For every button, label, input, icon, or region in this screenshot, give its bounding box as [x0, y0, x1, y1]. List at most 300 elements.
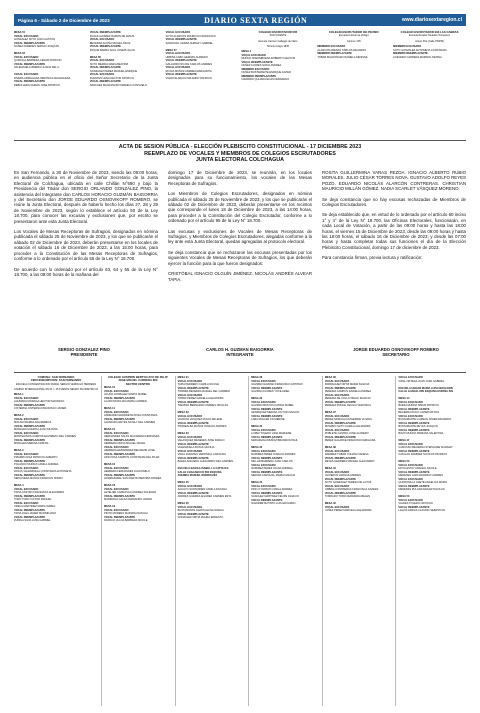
role-label: VOCAL EXCUSADO: [251, 428, 276, 432]
person-name: PINO OYARZUN CAMILA ANDREA: [251, 488, 293, 491]
mesa-heading: MESA 37: [324, 411, 336, 414]
role-label: VOCAL EXCUSADO: [14, 417, 39, 421]
role-label: VOCAL EXCUSADO: [324, 505, 350, 509]
person-name: CISTERNA CISTERNA FRANCISCO JAVIER: [14, 407, 67, 411]
column-heading: JOSE MIGUEL CARRERA 860: [118, 378, 158, 383]
mesa-heading: MESA 3: [14, 449, 24, 453]
person-name: PIZARRO DIAZ PATRICIO ALBERTO: [14, 456, 58, 460]
acta-paragraph: Los Miembros de Colegios Escrutadores, designados en nómina publicada el sábado 25 de Noviembre de 2023, y los que se publicarán el sábado 02 de Diciembre de 2023, deberán presentarse en los recintos que corresponde el lunes 18 de Diciembre de 2023, a las 14:00 horas, para proceder a la Constitución del Colegio Escrutador, conforme a lo ordenado por el artículo 95 de la Ley N° 18.700.: [168, 191, 312, 224]
person-name: LOPEZ TOLEDO LIDIA MARLENE: [251, 432, 292, 435]
mesa-heading: MESA 19: [104, 505, 116, 509]
page-date: Página 6 - Sábado 2 de Diciembre de 2023: [18, 17, 110, 23]
role-label: VOCAL EXCUSADO: [104, 487, 129, 491]
role-label: VOCAL EXCUSADO: [324, 379, 350, 383]
person-name: BUSTAMANTE REYES JOAQUIN: [398, 425, 438, 428]
person-name: MORALES HUERTA LILIAN SILVANA: [14, 428, 58, 432]
list-column: [14, 376, 98, 706]
person-name: CATALAN RAMIREZ NICOLAS PATRICIO: [398, 453, 448, 456]
acta-column-2: [168, 170, 312, 330]
role-label: VOCAL EXCUSADO: [89, 38, 115, 41]
role-label: MIEMBRO REEMPLAZANTE: [393, 52, 428, 55]
role-label: VOCAL REEMPLAZANTE: [398, 428, 430, 432]
list-column: [317, 31, 390, 137]
role-label: VOCAL REEMPLAZANTE: [324, 435, 356, 439]
column-heading: SECTOR CENTRO: [125, 381, 150, 386]
role-label: VOCAL EXCUSADO: [104, 389, 129, 393]
mesa-heading: MESA 1: [241, 50, 252, 54]
person-name: VALDIVIA VASQUEZ ROCIO ARLENE: [177, 418, 223, 421]
person-name: FRANCO ULLOA BARBARA NICOLE: [104, 519, 148, 523]
role-label: VOCAL REEMPLAZANTE: [14, 508, 46, 512]
person-name: NUÑEZ BUSTAMANTE ENRIQUE JAVIER: [241, 71, 291, 75]
role-label: VOCAL EXCUSADO: [251, 484, 276, 488]
person-name: ROJAS ALVAREZ RAMON DE JESUS: [89, 34, 135, 38]
role-label: VOCAL EXCUSADO: [324, 470, 350, 474]
mesa-heading: MESA 47: [398, 439, 410, 442]
role-label: VOCAL REEMPLAZANTE: [89, 66, 121, 69]
column-heading: COLEGIO ESCRUTADOR 093 LAS CABRAS: [400, 30, 459, 34]
mesa-heading: MESA 4: [14, 484, 24, 488]
person-name: POBLETE CASTRO JOSE ALFREDO: [324, 432, 369, 435]
role-label: VOCAL REEMPLAZANTE: [177, 491, 209, 495]
person-name: RIVERA ARRIAGADA VERONICA MAGDALENA: [14, 76, 71, 80]
role-label: VOCAL EXCUSADO: [165, 66, 191, 69]
mesa-heading: MESA 50: [398, 460, 410, 463]
role-label: VOCAL EXCUSADO: [324, 449, 350, 453]
role-label: VOCAL EXCUSADO: [165, 31, 191, 34]
column-heading: COLEGIO ESCRUTADOR 065: [258, 30, 298, 34]
person-name: TREVINO BERNARDO ANDRES NICOLAS: [177, 404, 229, 407]
role-label: VOCAL REEMPLAZANTE: [104, 417, 136, 421]
person-name: VALDIVIA ARAYA ORLANDO PATRICIO: [165, 76, 212, 80]
person-name: URBINA CONTRERAS FRANCISCA JAVIERA: [324, 488, 379, 491]
mesa-heading: ESCUELA HOGAR MARIA LUISA BOUCHON: [398, 386, 453, 390]
person-name: TOBAR PEREZ DANIELA ALEJANDRA: [177, 397, 224, 400]
role-label: VOCAL REEMPLAZANTE: [324, 386, 356, 390]
list-column: [241, 31, 314, 137]
role-label: VOCAL EXCUSADO: [177, 393, 203, 397]
list-column: [90, 31, 163, 137]
role-label: VOCAL REEMPLAZANTE: [251, 470, 283, 474]
role-label: VOCAL REEMPLAZANTE: [324, 456, 356, 460]
person-name: CAMUSSO BECERRA STEPHANIE SCARLET: [398, 446, 453, 449]
person-name: PEREZ MORAGA KATHERINE VIVIANA: [324, 418, 372, 421]
person-name: HERNANDEZ SALAS MACARENA FERNANDA: [104, 435, 160, 439]
acta-paragraph: Para constancia firman, previa lectura y ratificación:: [322, 255, 423, 261]
role-label: VOCAL REEMPLAZANTE: [398, 470, 430, 474]
mesa-heading: MESA 38: [324, 446, 336, 449]
person-name: BECERRA ROCO JAVIER MATIAS: [398, 411, 440, 414]
role-label: VOCAL REEMPLAZANTE: [14, 41, 46, 45]
role-label: VOCAL REEMPLAZANTE: [177, 456, 209, 460]
role-label: VOCAL REEMPLAZANTE: [251, 414, 283, 418]
person-name: QUINTANILLA GAETE ANGELICA MARIA: [398, 481, 448, 484]
column-subheading: Escuela Carmen Gallegos de Nieto: [258, 39, 298, 43]
person-name: HERRERA ARAYA MIGUEL ANGEL: [104, 442, 146, 446]
signature-president: SERGIO GONZALEZ PINO PRESIDENTE: [58, 347, 110, 357]
role-label: VOCAL EXCUSADO: [89, 73, 115, 76]
role-label: VOCAL REEMPLAZANTE: [177, 400, 209, 404]
person-name: PEREIRA DE COLLO DIEGO IGNACIO: [324, 397, 371, 400]
role-label: VOCAL EXCUSADO: [14, 396, 39, 400]
acta-paragraph: ROSITA GUILLERMINA VARAS PEZOA. IGNACIO ALBERTO RUBIO MORALES. JULIO CÉSAR TORRES NOVA. GUSTAVO ADOLFO REYES POZO. EDUARDO NICOLÁS ALARCÓN CONTRERAS. CHRISTIAN MAURICIO MILLÁN GÓMEZ. NADIA SCARLET VÁSQUEZ MORENO.: [322, 170, 466, 192]
person-name: ALVARADO REYES NATALY DEL CARMEN: [104, 421, 156, 425]
person-name: ANDRADE NAVARRETE ROSA CONSTANZA: [104, 414, 158, 418]
mesa-heading: MESA 53: [14, 52, 26, 55]
person-name: ALARCON ROJAS MARIA CARMEN: [104, 400, 147, 404]
acta-body: [14, 170, 466, 330]
role-label: VOCAL EXCUSADO: [324, 393, 350, 397]
website-link[interactable]: www.diariosextaregion.cl: [401, 17, 462, 23]
person-name: TAPIA OLEA JAVIER MAXIMILIANO: [14, 512, 56, 516]
role-label: VOCAL REEMPLAZANTE: [14, 459, 46, 463]
role-label: VOCAL REEMPLAZANTE: [251, 456, 283, 460]
person-name: LAGOS FARIAS CLAUDIO SEBASTIAN: [398, 509, 445, 512]
role-label: VOCAL REEMPLAZANTE: [324, 421, 356, 425]
role-label: VOCAL EXCUSADO: [104, 410, 129, 414]
list-column: [395, 376, 466, 706]
role-label: VOCAL EXCUSADO: [89, 59, 115, 62]
column-subheading: Escuela Antonio de Zúñiga: [338, 34, 369, 38]
person-name: MADARIAGA MUÑOZ BRANDON PAUL: [251, 439, 298, 442]
role-label: VOCAL EXCUSADO: [14, 73, 39, 76]
person-name: RAMIREZ TOBAR YOHANA VANESA: [324, 453, 369, 456]
role-label: VOCAL REEMPLAZANTE: [251, 498, 283, 502]
role-label: VOCAL EXCUSADO: [398, 400, 423, 404]
column-subheading: Escuela Rurales Hedelvio Tomasovic: [409, 34, 451, 38]
mesa-heading: MESA 53: [398, 495, 410, 498]
role-label: VOCAL EXCUSADO: [398, 477, 423, 481]
person-name: HERRERA HERNANDEZ BENJAMIN JOSE: [104, 449, 155, 453]
page-header: [14, 14, 466, 26]
person-name: LETELIER CARRASCO ANDREA SOLEDAD: [104, 491, 157, 495]
person-name: MOYA ESTAY ARACELI NICOLE: [398, 467, 437, 470]
mesa-heading: MESA 56: [89, 55, 101, 59]
mesa-heading: MESA 2: [14, 414, 24, 418]
role-label: VOCAL EXCUSADO: [398, 498, 423, 502]
person-name: REYES HERRERA MANUEL ALEJANDRO: [324, 460, 375, 463]
role-label: VOCAL REEMPLAZANTE: [89, 80, 121, 83]
person-name: PEREIRA PONCE CECILIA VERONICA: [324, 404, 371, 407]
mesa-heading: MESA 51: [14, 31, 26, 34]
person-name: PARRAGUEZ ORTIZ MARIA IGNACIA: [324, 383, 370, 386]
role-label: MIEMBRO REEMPLAZANTE: [317, 52, 352, 55]
mesa-heading: MESA 40: [324, 467, 336, 470]
role-label: VOCAL EXCUSADO: [241, 53, 266, 57]
role-label: VOCAL EXCUSADO: [104, 431, 129, 435]
role-label: VOCAL REEMPLAZANTE: [14, 438, 46, 442]
bottom-lists: [14, 376, 466, 706]
role-label: VOCAL REEMPLAZANTE: [14, 494, 46, 498]
acta-paragraph: CRISTÓBAL IGNACIO OLGUÍN JIMÉNEZ. NICOLÁS ANDRÉS ALVEAR TAPIA.: [168, 271, 312, 282]
person-name: TAPIA PEDRERO CAMILA NICOLE: [177, 383, 219, 386]
mesa-heading: MESA 36: [324, 376, 336, 379]
person-name: MORALES MEDINA CRISTAL: [14, 442, 49, 446]
role-label: VOCAL EXCUSADO: [14, 487, 39, 491]
divider: [14, 140, 466, 141]
role-label: VOCAL EXCUSADO: [177, 435, 203, 439]
person-name: MEDINA CARVAJAL MARIA IGNACIA: [251, 474, 296, 477]
person-name: QUIROGA BARRERA CESAR PATRICIO: [14, 59, 62, 62]
column-subheading: Arturo Prat (Calle PSIPM): [415, 39, 444, 43]
role-label: VOCAL REEMPLAZANTE: [324, 400, 356, 404]
role-label: VOCAL REEMPLAZANTE: [177, 421, 209, 425]
role-label: VOCAL EXCUSADO: [177, 379, 203, 383]
role-label: VOCAL REEMPLAZANTE: [398, 484, 430, 488]
column-subheading: SAN VICENTE: [269, 34, 287, 38]
column-heading: COLEGIO GUSPEPE BERTOLUCCI DE FELIP: [108, 375, 168, 379]
person-name: TORO TORO VICTOR MANUEL: [14, 498, 52, 502]
person-name: VALDES TOLEDO CRISTIAN: [398, 502, 433, 505]
role-label: VOCAL REEMPLAZANTE: [14, 473, 46, 477]
person-name: POLANCO MUÑOZ CAMILA ANDREA: [14, 463, 59, 467]
role-label: VOCAL REEMPLAZANTE: [165, 59, 197, 62]
person-name: HINOJOSA CAMPOS CONSTANZA DEL PILAR: [104, 456, 160, 460]
list-column: [101, 376, 172, 706]
person-name: GONZALEZ PEREZ MANUEL ENRIQUE: [89, 69, 138, 73]
person-name: REBOLLEDO FARIAS JOSE PATRICIO: [14, 83, 60, 87]
column-heading: COLEGIO ESCRUTADOR 091 PEUMO: [328, 30, 379, 34]
person-name: VIDAL FUENTES VERONICA CAROLINA: [177, 453, 226, 456]
role-label: VOCAL EXCUSADO: [251, 379, 276, 383]
role-label: VOCAL REEMPLAZANTE: [14, 515, 46, 519]
person-name: HORMAZABAL SAN MARTIN BEATRIZ ANDREA: [104, 477, 162, 481]
role-label: VOCAL EXCUSADO: [165, 52, 191, 55]
person-name: PEREIRA CAMPOS DANIELA ANDREA: [324, 390, 372, 393]
role-label: VOCAL EXCUSADO: [104, 466, 129, 470]
person-name: VALENZUELA IBARRA LILIANA DEL C.: [14, 66, 60, 69]
mesa-heading: MESA 26: [177, 502, 189, 505]
person-name: MENESES LARA RODRIGO ANDRES: [398, 474, 443, 477]
mesa-heading: MESA 15: [104, 428, 116, 432]
role-label: MIEMBRO REEMPLAZANTE: [241, 74, 277, 78]
person-name: GALLARDO ROJAS CARLOS ANDRES: [165, 62, 212, 66]
acta-paragraph: Se deja establecido que, en virtud de lo ordenado por el artículo 60 inciso 1° y 4° de la Ley N° 18.700, las Oficinas Electorales, funcionarán, en cada Local de Votación, a partir de las 09:00 horas y hasta las 18:00 horas, el viernes 15 de Diciembre de 2023, desde las 09:00 horas y hasta las 18:00 horas, el sábado 16 de Diciembre de 2023, y desde las 07:00 horas y hasta completar todas sus funciones el día de la Elección Plebiscito Constitucional, domingo 17 de diciembre de 2023.: [322, 212, 466, 250]
role-label: VOCAL REEMPLAZANTE: [104, 494, 136, 498]
mesa-heading: MESA 1: [14, 393, 24, 397]
mesa-heading: MESA 10: [104, 386, 116, 390]
role-label: VOCAL REEMPLAZANTE: [241, 60, 273, 64]
person-name: GUZMAN GUZMAN FRANCISCO ANTONIO: [251, 383, 303, 386]
role-label: VOCAL REEMPLAZANTE: [104, 515, 136, 519]
person-name: SANDOVAL CERDA SHIRLEY GABRIEL: [165, 41, 213, 45]
role-label: VOCAL EXCUSADO: [398, 376, 423, 379]
role-label: VOCAL REEMPLAZANTE: [251, 435, 283, 439]
role-label: VOCAL EXCUSADO: [324, 484, 350, 488]
person-name: TORRADO TORO FERNANDA BELEN: [324, 495, 370, 498]
role-label: VOCAL REEMPLAZANTE: [251, 491, 283, 495]
signature-member: CARLOS H. GUZMAN BAIGORRIA INTEGRANTE: [206, 347, 274, 357]
person-name: VELASQUEZ MENESES JOSE DANILO: [177, 439, 225, 442]
person-name: SEPULVEDA MUÑOZ FRANKLIN ISIDRO: [14, 477, 63, 481]
person-name: BUSTAMANTE GUZMAN JAVIER EDUARDO: [398, 418, 452, 421]
person-name: BUSTAMANTE GARCIA ELISA NOELIA: [177, 509, 224, 512]
person-name: ALARCON ARENAS CARLOS EDUARDO: [317, 48, 367, 52]
person-name: TAPIA CASTRO FRANCISCA ALEJANDRA: [14, 491, 65, 495]
person-name: BAEZA MUÑOZ SIMON PATRICIO: [398, 404, 439, 407]
role-label: VOCAL REEMPLAZANTE: [177, 512, 209, 516]
person-name: BAEZA ACEVEDO ALEJANDRO DEL CARMEN: [177, 460, 234, 463]
role-label: VOCAL REEMPLAZANTE: [398, 407, 430, 411]
mesa-heading: CALLE GUADALUPE ESQUINA ESPAÑA S/N: [398, 390, 453, 393]
person-name: GUZMAN BUSTOS KARINA ISABEL: [251, 404, 294, 407]
role-label: VOCAL REEMPLAZANTE: [14, 403, 46, 407]
person-name: MILLAR BARRERA JUAN CARLOS: [251, 460, 293, 463]
person-name: HENRIQUEZ MEDINA VICTOR IGNACIO: [251, 411, 300, 414]
acta-paragraph: De acuerdo con lo ordenado por el artículo 63, 64 y 65 de la Ley N° 18.700, a las 08:00 horas de la mañana del: [14, 266, 158, 277]
role-label: VOCAL REEMPLAZANTE: [14, 62, 46, 66]
role-label: VOCAL REEMPLAZANTE: [251, 407, 283, 411]
role-label: VOCAL EXCUSADO: [14, 431, 39, 435]
person-name: MOLINA IBARRA ANA REBECA: [14, 421, 52, 425]
person-name: SANCHEZ MARTINEZ FELIPE IGNACIO: [251, 495, 299, 498]
column-subheading: CAMINO INTERNACIONAL RUTA I - 45 PUENTE NEGRO KILOMETRO 16: [14, 388, 99, 392]
role-label: VOCAL EXCUSADO: [14, 452, 39, 456]
role-label: VOCAL EXCUSADO: [104, 508, 129, 512]
person-name: ACUÑA GONZALEZ MARTA ISABEL: [104, 393, 147, 397]
person-name: HERRERA FERNANDEZ JUAN PABLO: [104, 470, 150, 474]
mesa-heading: MESA 28: [251, 376, 263, 379]
list-column: [322, 376, 393, 706]
acta-paragraph: Se deja constancia que se rechazaron las excusas presentadas por los siguientes Vocales de Mesas Receptoras de Sufragios, los que deberán ejercer la función para la que fueron designados:: [168, 249, 312, 266]
role-label: MIEMBRO EXCUSADO: [317, 45, 346, 48]
role-label: VOCAL EXCUSADO: [398, 414, 423, 418]
role-label: VOCAL EXCUSADO: [251, 400, 276, 404]
person-name: SOTO GONZALEZ ANTONIETA CONSTANZA: [393, 48, 447, 52]
mesa-heading: MESA 18: [104, 484, 116, 488]
person-name: MUÑOZ NORAMBUENA ROBERTO HECTOR: [241, 57, 296, 61]
signature-secretary: JORGE EDUARDO OSNOVIKOFF ROMERO SECRETARIO: [353, 347, 439, 357]
mesa-heading: MESA 33: [251, 446, 263, 449]
column-heading: CIRCUNSCRIPCION: SAN FERNANDO: [30, 378, 82, 383]
role-label: VOCAL REEMPLAZANTE: [14, 424, 46, 428]
column-heading: COMUNA: SAN FERNANDO: [37, 375, 75, 379]
acta-paragraph: Se deja constancia que no hay excusas rechazadas de Miembros de Colegios Escrutadores.: [322, 196, 466, 208]
role-label: VOCAL REEMPLAZANTE: [104, 438, 136, 442]
signatures: [14, 347, 466, 357]
mesa-heading: MESA 21: [177, 376, 189, 379]
person-name: AGUAYO SANTANDER CAMILA ROXANA: [177, 488, 227, 491]
role-label: VOCAL REEMPLAZANTE: [104, 396, 136, 400]
role-label: VOCAL EXCUSADO: [324, 414, 350, 418]
person-name: ANDRES GUERRA ALVAREZ CARMEN ESTA: [177, 495, 232, 498]
divider: [14, 372, 466, 373]
person-name: ROQUE BARRA SAUL JOSEPH ALAN: [89, 48, 135, 52]
list-column: [14, 31, 87, 137]
mesa-heading: MESA 57: [165, 48, 177, 52]
person-name: TORRES BECERRA RAFAEL DEL CARMEN: [177, 390, 230, 393]
person-name: GUZMAN FLORES YOCE ARIEL: [251, 390, 290, 393]
person-name: GONZALEZ ORTIZ MAURA ERNESTO: [177, 516, 224, 519]
person-name: FUENTES LEIVA HECTOR PATRICIO: [89, 76, 134, 80]
person-name: TOBAR MALDONADO DANIELA DENISSE: [317, 55, 368, 59]
role-label: VOCAL REEMPLAZANTE: [177, 386, 209, 390]
person-name: MENESES PULGAR EDGAR NICOLAS: [398, 488, 445, 491]
list-column: [166, 31, 239, 137]
person-name: RAMIREZ PEREZ IGNACIO ANDRES: [251, 453, 296, 456]
list-column: [248, 376, 319, 706]
mesa-heading: MESA 42: [324, 502, 336, 505]
role-label: VOCAL EXCUSADO: [14, 501, 39, 505]
person-name: MONTECINOS CAMPOS ELIZABETH DEL CARMEN: [14, 435, 77, 439]
person-name: BECERRA ACUÑA MICHEL NICOL: [89, 41, 131, 45]
column-subheading: Carmen 135: [346, 39, 361, 43]
acta-paragraph: Los Vocales de Mesas Receptoras de Sufragios, designados en nómina publicada el sábado 25 de Noviembre de 2023, y los que se publicarán el sábado 02 de Diciembre de 2023, deberán presentarse en los locales de votación el sábado 16 de Diciembre de 2023, a las 15:00 horas, para proceder a la Constitución de las Mesas Receptoras de Sufragios, conforme a lo ordenado por el artículo 55 de la Ley N° 18.700.: [14, 229, 158, 262]
role-label: VOCAL REEMPLAZANTE: [398, 421, 430, 425]
person-name: YAÑEZ PEREZ MARCELA ALEJANDRA: [324, 509, 372, 512]
person-name: URBINA CABO HERNAN ALFREDO: [165, 55, 208, 59]
person-name: NAVARRETE PINTO LUIS EDUARDO: [251, 502, 296, 505]
acta-paragraph: Las excusas y exclusiones de Vocales de Mesas Receptoras de Sufragios, y Miembros de Colegios Escrutadores, alegadas conforme a la ley ante esta Junta Electoral, quedan agregadas al protocolo electoral.: [168, 228, 312, 245]
mesa-heading: MESA 22: [177, 411, 189, 414]
person-name: VIDAL ORTEGA JUAN JUAN GABRIEL: [398, 379, 445, 383]
role-label: VOCAL REEMPLAZANTE: [104, 473, 136, 477]
role-label: VOCAL REEMPLAZANTE: [177, 442, 209, 446]
mesa-heading: MESA 44: [398, 397, 410, 400]
acta-column-3: [322, 170, 466, 330]
role-label: VOCAL REEMPLAZANTE: [104, 452, 136, 456]
role-label: VOCAL EXCUSADO: [177, 414, 203, 418]
mesa-heading: ESCUELA BASICA ISABEL LA CATOLICA: [177, 467, 229, 470]
mesa-heading: MESA 25: [177, 481, 189, 484]
acta-paragraph: En San Fernando, a 30 de Noviembre de 2023, siendo las 09:00 horas, en audiencia pública en el oficio del Señor Secretario de la Junta Electoral de Colchagua, ubicada en calle Chillán N°690 y bajo la Presidencia del Titular don SERGIO ORLANDO GONZÁLEZ PINO, la asistencia del Integrante don CARLOS HORACIO GUZMÁN BAIGORRIA y del Secretario don JORGE EDUARDO OSNOVIKOFF ROMERO, se reúne la Junta Electoral, después de haberlo hecho los días 27, 28 y 29 de Noviembre de 2023, según lo establece el artículo 50 de la Ley 18.700, para conocer las excusas y exclusiones que, por escrito se presentaron ante esta Junta Electoral.: [14, 170, 158, 224]
person-name: PIZARRO SOTO CAMILA ALEJANDRA: [324, 425, 371, 428]
mesa-heading: MESA 32: [251, 425, 263, 428]
person-name: VALENZUELA ROJAS CECILIA: [177, 446, 215, 449]
role-label: VOCAL EXCUSADO: [14, 466, 39, 470]
role-label: VOCAL REEMPLAZANTE: [89, 31, 121, 34]
person-name: BOZO MUÑOZ MARIANA VALENTINA: [398, 432, 444, 435]
role-label: MIEMBRO EXCUSADO: [241, 67, 270, 71]
list-column: [175, 376, 246, 706]
person-name: URZUA MARTINEZ MARIA ISABEL: [14, 505, 56, 509]
role-label: VOCAL REEMPLAZANTE: [324, 477, 356, 481]
person-name: RAMIREZ PEREZ JUANA ANDREA: [251, 467, 293, 470]
person-name: GONZALEZ SOTO JUAN GASTON: [14, 38, 56, 41]
role-label: VOCAL EXCUSADO: [104, 445, 129, 449]
mesa-heading: MESA 11: [104, 407, 115, 411]
role-label: VOCAL EXCUSADO: [324, 428, 350, 432]
acta-title: ACTA DE SESION PÚBLICA - ELECCIÓN PLEBISCITO CONSTITUCIONAL - 17 DICIEMBRE 2023 REEMPLAZO DE VOCALES Y MIEMBROS DE COLEGIOS ESCRUTADORES JUNTA ELECTORAL COLCHAGUA: [118, 144, 362, 164]
role-label: VOCAL EXCUSADO: [398, 442, 423, 446]
list-column: [393, 31, 466, 137]
role-label: VOCAL REEMPLAZANTE: [324, 491, 356, 495]
newspaper-brand: DIARIO SEXTA REGIÓN: [204, 15, 308, 25]
role-label: VOCAL REEMPLAZANTE: [14, 80, 46, 83]
mesa-heading: MESA 34: [251, 481, 263, 484]
role-label: VOCAL REEMPLAZANTE: [398, 505, 430, 509]
person-name: ROJAS MUÑOZ ANDREA MARGARITA: [165, 69, 212, 73]
mesa-heading: AVENIDA MANUEL RODRIGUEZ: [177, 474, 218, 477]
column-subheading: ESCUELA CONCENTRACION RURAL SERGIO VERDUGO HERRERA: [15, 382, 97, 386]
person-name: AHUMADA MORAGA HECTOR MAURICIO: [14, 400, 65, 404]
role-label: VOCAL EXCUSADO: [177, 505, 203, 509]
role-label: VOCAL EXCUSADO: [398, 463, 423, 467]
person-name: MADRIAGA GALAZ FERNANDO JAVIER: [104, 498, 152, 502]
role-label: VOCAL REEMPLAZANTE: [89, 45, 121, 48]
role-label: VOCAL EXCUSADO: [177, 449, 203, 453]
acta-column-1: [14, 170, 158, 330]
person-name: SANCHEZ MALDONADO MARIELA CONSUELO: [89, 83, 147, 87]
role-label: VOCAL EXCUSADO: [251, 449, 276, 453]
role-label: VOCAL REEMPLAZANTE: [251, 386, 283, 390]
role-label: VOCAL REEMPLAZANTE: [398, 449, 430, 453]
person-name: SOTO GONZALEZ TERESA DE LA PAZ: [324, 481, 372, 484]
role-label: MIEMBRO EXCUSADO: [393, 45, 422, 48]
column-subheading: Honorio Araya 1845: [266, 45, 289, 48]
person-name: PINTO MORENO MARIANA NATALIA: [104, 512, 148, 516]
role-label: VOCAL EXCUSADO: [177, 484, 203, 488]
